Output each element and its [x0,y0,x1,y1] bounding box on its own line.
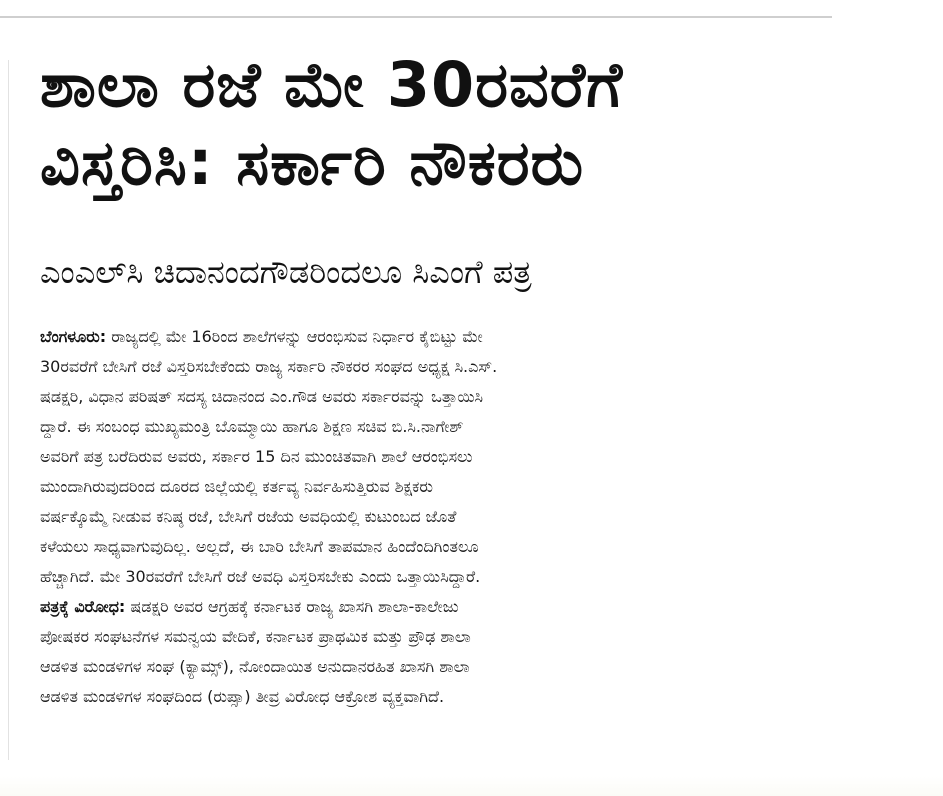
headline-line-1: ಶಾಲಾ ರಜೆ ಮೇ 30ರವರೆಗೆ [40,48,624,121]
body-line: ವರ್ಷಕ್ಕೊಮ್ಮೆ ನೀಡುವ ಕನಿಷ್ಠ ರಜೆ, ಬೇಸಿಗೆ ರಜೆಯ ಅವಧಿಯಲ್ಲಿ ಕುಟುಂಬದ ಜೊತೆ [40,507,457,526]
body-line: 30ರವರೆಗೆ ಬೇಸಿಗೆ ರಜೆ ವಿಸ್ತರಿಸಬೇಕೆಂದು ರಾಜ್ಯ ಸರ್ಕಾರಿ ನೌಕರರ ಸಂಘದ ಅಧ್ಯಕ್ಷ ಸಿ.ಎಸ್. [40,357,498,376]
section-lead: ಪತ್ರಕ್ಕೆ ವಿರೋಧ: [40,597,126,616]
top-divider [0,16,832,18]
body-line: ಆಡಳಿತ ಮಂಡಳಿಗಳ ಸಂಘದಿಂದ (ರುಪ್ಸಾ) ತೀವ್ರ ವಿರೋಧ ಆಕ್ರೋಶ ವ್ಯಕ್ತವಾಗಿದೆ. [40,687,445,706]
body-line: ಹೆಚ್ಚಾಗಿದೆ. ಮೇ 30ರವರೆಗೆ ಬೇಸಿಗೆ ರಜೆ ಅವಧಿ ವಿಸ್ತರಿಸಬೇಕು ಎಂದು ಒತ್ತಾಯಿಸಿದ್ದಾರೆ. [40,567,481,586]
body-line: ಅವರಿಗೆ ಪತ್ರ ಬರೆದಿರುವ ಅವರು, ಸರ್ಕಾರ 15 ದಿನ ಮುಂಚಿತವಾಗಿ ಶಾಲೆ ಆರಂಭಿಸಲು [40,447,473,466]
article-body [40,322,826,712]
body-line: ಷಡಕ್ಷರಿ, ವಿಧಾನ ಪರಿಷತ್ ಸದಸ್ಯ ಚಿದಾನಂದ ಎಂ.ಗೌಡ ಅವರು ಸರ್ಕಾರವನ್ನು ಒತ್ತಾಯಿಸಿ [40,387,484,406]
column-rule [8,60,9,760]
body-line: ದ್ದಾರೆ. ಈ ಸಂಬಂಧ ಮುಖ್ಯಮಂತ್ರಿ ಬೊಮ್ಮಾಯಿ ಹಾಗೂ ಶಿಕ್ಷಣ ಸಚಿವ ಬಿ.ಸಿ.ನಾಗೇಶ್ [40,417,464,436]
dateline: ಬೆಂಗಳೂರು: [40,327,107,346]
body-line: ಕಳೆಯಲು ಸಾಧ್ಯವಾಗುವುದಿಲ್ಲ. ಅಲ್ಲದೆ, ಈ ಬಾರಿ ಬೇಸಿಗೆ ತಾಪಮಾನ ಹಿಂದೆಂದಿಗಿಂತಲೂ [40,537,479,556]
body-line: ಮುಂದಾಗಿರುವುದರಿಂದ ದೂರದ ಜಿಲ್ಲೆಯಲ್ಲಿ ಕರ್ತವ್ಯ ನಿರ್ವಹಿಸುತ್ತಿರುವ ಶಿಕ್ಷಕರು [40,477,433,496]
body-line: ಆಡಳಿತ ಮಂಡಳಿಗಳ ಸಂಘ (ಕ್ಯಾಮ್ಸ್), ನೋಂದಾಯಿತ ಅನುದಾನರಹಿತ ಖಾಸಗಿ ಶಾಲಾ [40,657,470,676]
headline [40,46,840,202]
body-line: ಪತ್ರಕ್ಕೆ ವಿರೋಧ: ಷಡಕ್ಷರಿ ಅವರ ಆಗ್ರಹಕ್ಕೆ ಕರ್ನಾಟಕ ರಾಜ್ಯ ಖಾಸಗಿ ಶಾಲಾ-ಕಾಲೇಜು [40,597,459,616]
subheadline: ಎಂಎಲ್‌ಸಿ ಚಿದಾನಂದಗೌಡರಿಂದಲೂ ಸಿಎಂಗೆ ಪತ್ರ [40,253,532,291]
body-line: ಬೆಂಗಳೂರು: ರಾಜ್ಯದಲ್ಲಿ ಮೇ 16ರಿಂದ ಶಾಲೆಗಳನ್ನು ಆರಂಭಿಸುವ ನಿರ್ಧಾರ ಕೈಬಿಟ್ಟು ಮೇ [40,327,483,346]
headline-line-2: ವಿಸ್ತರಿಸಿ: ಸರ್ಕಾರಿ ನೌಕರರು [40,126,585,199]
bottom-edge [0,776,943,796]
body-line: ಪೋಷಕರ ಸಂಘಟನೆಗಳ ಸಮನ್ವಯ ವೇದಿಕೆ, ಕರ್ನಾಟಕ ಪ್ರಾಥಮಿಕ ಮತ್ತು ಪ್ರೌಢ ಶಾಲಾ [40,627,471,646]
